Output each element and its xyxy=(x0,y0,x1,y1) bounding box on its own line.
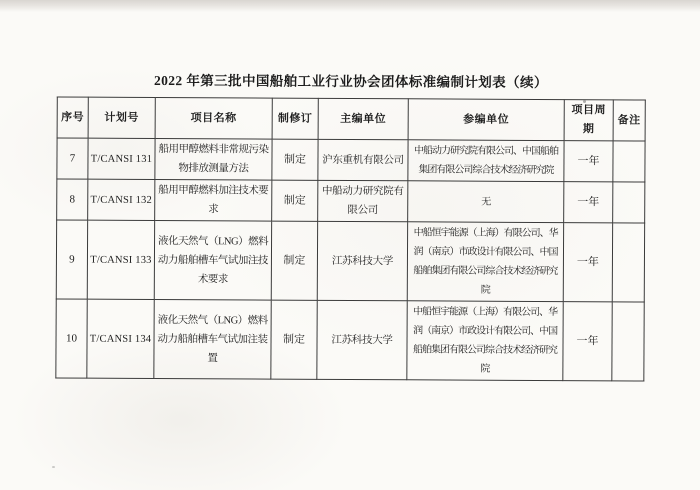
cell-revision-type: 制定 xyxy=(272,139,318,180)
cell-plan-no: T/CANSI 132 xyxy=(88,179,155,220)
cell-plan-no: T/CANSI 133 xyxy=(87,220,154,299)
cell-chief-editor: 沪东重机有限公司 xyxy=(318,139,408,180)
scan-speck xyxy=(583,100,586,103)
cell-period: 一年 xyxy=(564,182,613,223)
col-header-seq: 序号 xyxy=(57,97,88,138)
cell-revision-type: 制定 xyxy=(271,221,317,300)
cell-period: 一年 xyxy=(563,302,612,381)
col-header-project-name: 项目名称 xyxy=(155,97,272,139)
cell-remarks xyxy=(613,141,645,182)
cell-seq: 7 xyxy=(57,138,88,179)
col-header-remarks: 备注 xyxy=(613,100,645,141)
cell-period: 一年 xyxy=(563,223,612,302)
scan-top-edge xyxy=(0,0,700,12)
cell-revision-type: 制定 xyxy=(272,180,318,221)
table-row xyxy=(56,220,644,302)
cell-revision-type: 制定 xyxy=(271,300,317,379)
cell-project-name: 液化天然气（LNG）燃料动力船舶槽车气试加注装置 xyxy=(154,299,271,379)
cell-participants: 中船恒宇能源（上海）有限公司、华润（南京）市政设计有限公司、中国船舶集团有限公司综合技术经济研究院 xyxy=(407,301,563,381)
cell-participants: 中船动力研究院有限公司、中国船舶集团有限公司综合技术经济研究院 xyxy=(408,140,564,182)
table-header-row xyxy=(57,97,645,141)
standards-plan-table xyxy=(55,96,645,381)
cell-remarks xyxy=(613,182,645,223)
cell-participants: 无 xyxy=(408,181,564,223)
cell-plan-no: T/CANSI 131 xyxy=(88,138,155,179)
cell-remarks xyxy=(612,302,644,381)
cell-participants: 中船恒宇能源（上海）有限公司、华润（南京）市政设计有限公司、中国船舶集团有限公司综合技术经济研究院 xyxy=(407,222,563,302)
cell-plan-no: T/CANSI 134 xyxy=(87,299,154,378)
cell-chief-editor: 江苏科技大学 xyxy=(317,221,407,300)
table-row xyxy=(57,179,645,223)
table-row xyxy=(56,299,644,381)
cell-period: 一年 xyxy=(564,141,613,182)
col-header-period: 项目周期 xyxy=(564,100,613,141)
cell-remarks xyxy=(612,223,644,302)
cell-seq: 10 xyxy=(56,299,87,378)
col-header-participants: 参编单位 xyxy=(408,99,564,141)
table-row xyxy=(57,138,645,182)
cell-project-name: 液化天然气（LNG）燃料动力船舶槽车气试加注技术要求 xyxy=(154,220,271,300)
cell-chief-editor: 中船动力研究院有限公司 xyxy=(318,180,408,221)
col-header-revision-type: 制修订 xyxy=(272,98,318,139)
col-header-plan-no: 计划号 xyxy=(88,97,155,138)
cell-seq: 9 xyxy=(56,220,87,299)
page-title: 2022 年第三批中国船舶工业行业协会团体标准编制计划表（续） xyxy=(153,72,548,91)
cell-chief-editor: 江苏科技大学 xyxy=(317,300,407,379)
cell-project-name: 船用甲醇燃料加注技术要求 xyxy=(155,179,272,221)
scan-speck xyxy=(52,466,55,468)
col-header-chief-editor: 主编单位 xyxy=(318,98,408,139)
cell-project-name: 船用甲醇燃料非常规污染物排放测量方法 xyxy=(155,138,272,180)
cell-seq: 8 xyxy=(57,179,88,220)
